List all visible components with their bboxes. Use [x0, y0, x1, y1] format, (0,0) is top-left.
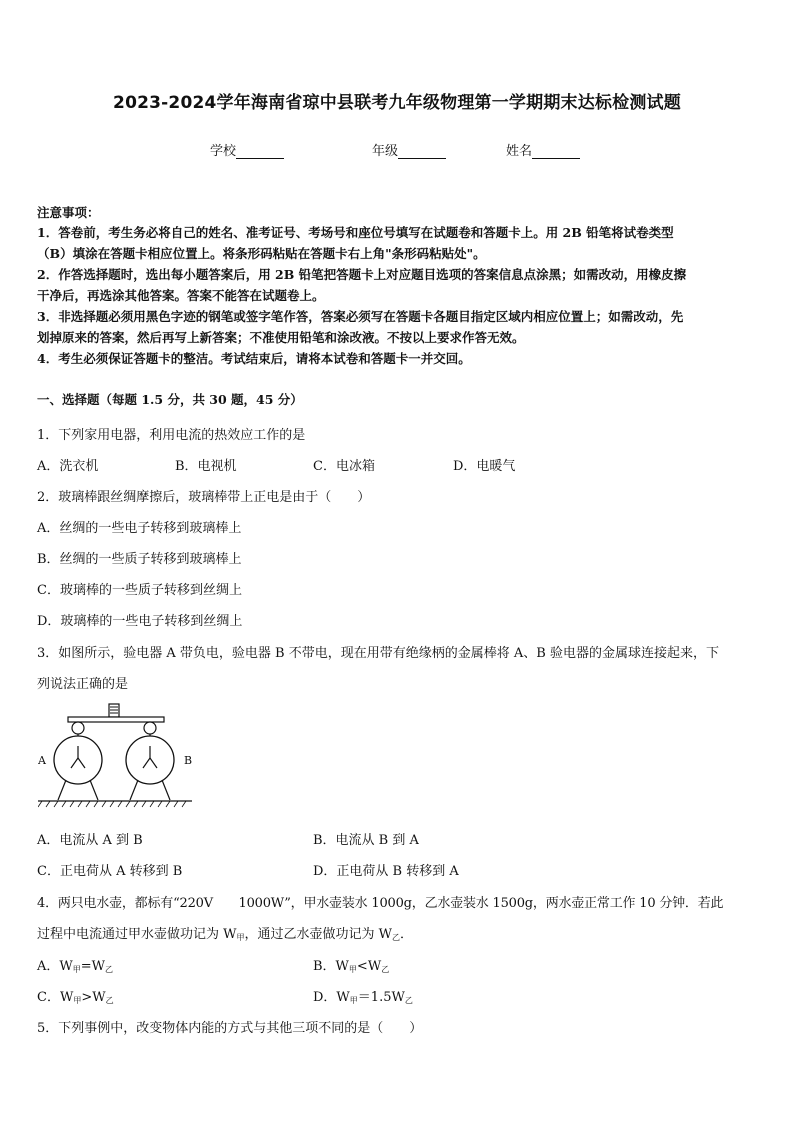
note-line: （B）填涂在答题卡相应位置上。将条形码粘贴在答题卡右上角"条形码粘贴处"。 — [37, 246, 486, 261]
q4-text: 过程中电流通过甲水壶做功记为 W — [37, 927, 237, 942]
school-label: 学校 — [210, 144, 237, 159]
name-field — [506, 140, 580, 159]
q3-option-a: A．电流从 A 到 B — [37, 833, 143, 848]
figure-label-a: A — [38, 754, 46, 767]
q2-option-a: A．丝绸的一些电子转移到玻璃棒上 — [37, 521, 242, 536]
question-3-stem: 3．如图所示，验电器 A 带负电，验电器 B 不带电，现在用带有绝缘柄的金属棒将 A、B 验电器的金属球连接起来，下 — [37, 646, 719, 661]
subscript-jia: 甲 — [236, 933, 245, 942]
school-field — [210, 140, 284, 159]
school-blank — [236, 145, 284, 159]
notes-heading: 注意事项： — [37, 205, 100, 220]
grade-label: 年级 — [372, 144, 399, 159]
electroscope-b — [126, 722, 174, 800]
q1-option-d: D．电暖气 — [453, 459, 516, 474]
grade-field — [372, 140, 446, 159]
question-1-stem: 1．下列家用电器，利用电流的热效应工作的是 — [37, 428, 306, 443]
q4-text: ． — [400, 927, 414, 942]
electroscope-a — [54, 722, 102, 800]
q4-option-c: C．$W_甲>W_乙$ — [37, 990, 114, 1005]
q2-option-c: C．玻璃棒的一些质子转移到丝绸上 — [37, 583, 242, 598]
q4-text: ，通过乙水壶做功记为 W — [244, 927, 392, 942]
q2-option-b: B．丝绸的一些质子转移到玻璃棒上 — [37, 552, 242, 567]
question-4-stem: 4．两只电水壶，都标有“220V 1000W”，甲水壶装水 1000g，乙水壶装水 1500g，两水壶正常工作 10 分钟．若此 — [37, 896, 724, 911]
q4-option-b: B．$W_甲<W_乙$ — [313, 959, 390, 974]
metal-rod — [68, 717, 164, 722]
electroscope-figure — [38, 702, 198, 810]
note-line: 4．考生必须保证答题卡的整洁。考试结束后，请将本试卷和答题卡一并交回。 — [37, 351, 471, 366]
q1-option-c: C．电冰箱 — [313, 459, 375, 474]
question-5-stem: 5．下列事例中，改变物体内能的方式与其他三项不同的是（ ） — [37, 1021, 423, 1036]
q3-option-d: D．正电荷从 B 转移到 A — [313, 864, 459, 879]
note-line: 干净后，再选涂其他答案。答案不能答在试题卷上。 — [37, 288, 325, 303]
name-blank — [532, 145, 580, 159]
q2-option-d: D．玻璃棒的一些电子转移到丝绸上 — [37, 614, 243, 629]
q4-option-a: A．$W_甲=W_乙$ — [37, 959, 114, 974]
page-title: 2023-2024学年海南省琼中县联考九年级物理第一学期期末达标检测试题 — [113, 93, 681, 113]
note-line: 1．答卷前，考生务必将自己的姓名、准考证号、考场号和座位号填写在试题卷和答题卡上。用 2B 铅笔将试卷类型 — [37, 225, 674, 240]
q3-option-b: B．电流从 B 到 A — [313, 833, 419, 848]
question-4-stem-cont — [37, 923, 413, 943]
figure-label-b: B — [184, 754, 193, 767]
q1-option-b: B．电视机 — [175, 459, 237, 474]
grade-blank — [398, 145, 446, 159]
question-3-stem-cont: 列说法正确的是 — [37, 677, 129, 692]
subscript-yi: 乙 — [392, 933, 400, 942]
section-heading: 一、选择题（每题 1.5 分，共 30 题，45 分） — [37, 392, 303, 407]
note-line: 划掉原来的答案，然后再写上新答案；不准使用铅笔和涂改液。不按以上要求作答无效。 — [37, 330, 525, 345]
question-2-stem: 2．玻璃棒跟丝绸摩擦后，玻璃棒带上正电是由于（ ） — [37, 490, 371, 505]
q4-option-d: D．$W_甲=1.5W_乙$ — [313, 990, 413, 1005]
note-line: 2．作答选择题时，选出每小题答案后，用 2B 铅笔把答题卡上对应题目选项的答案信息点涂黑；如需改动，用橡皮擦 — [37, 267, 687, 282]
q1-option-a: A．洗衣机 — [37, 459, 99, 474]
note-line: 3．非选择题必须用黑色字迹的钢笔或签字笔作答，答案必须写在答题卡各题目指定区域内相应位置上；如需改动，先 — [37, 309, 684, 324]
name-label: 姓名 — [506, 144, 533, 159]
q3-option-c: C．正电荷从 A 转移到 B — [37, 864, 183, 879]
